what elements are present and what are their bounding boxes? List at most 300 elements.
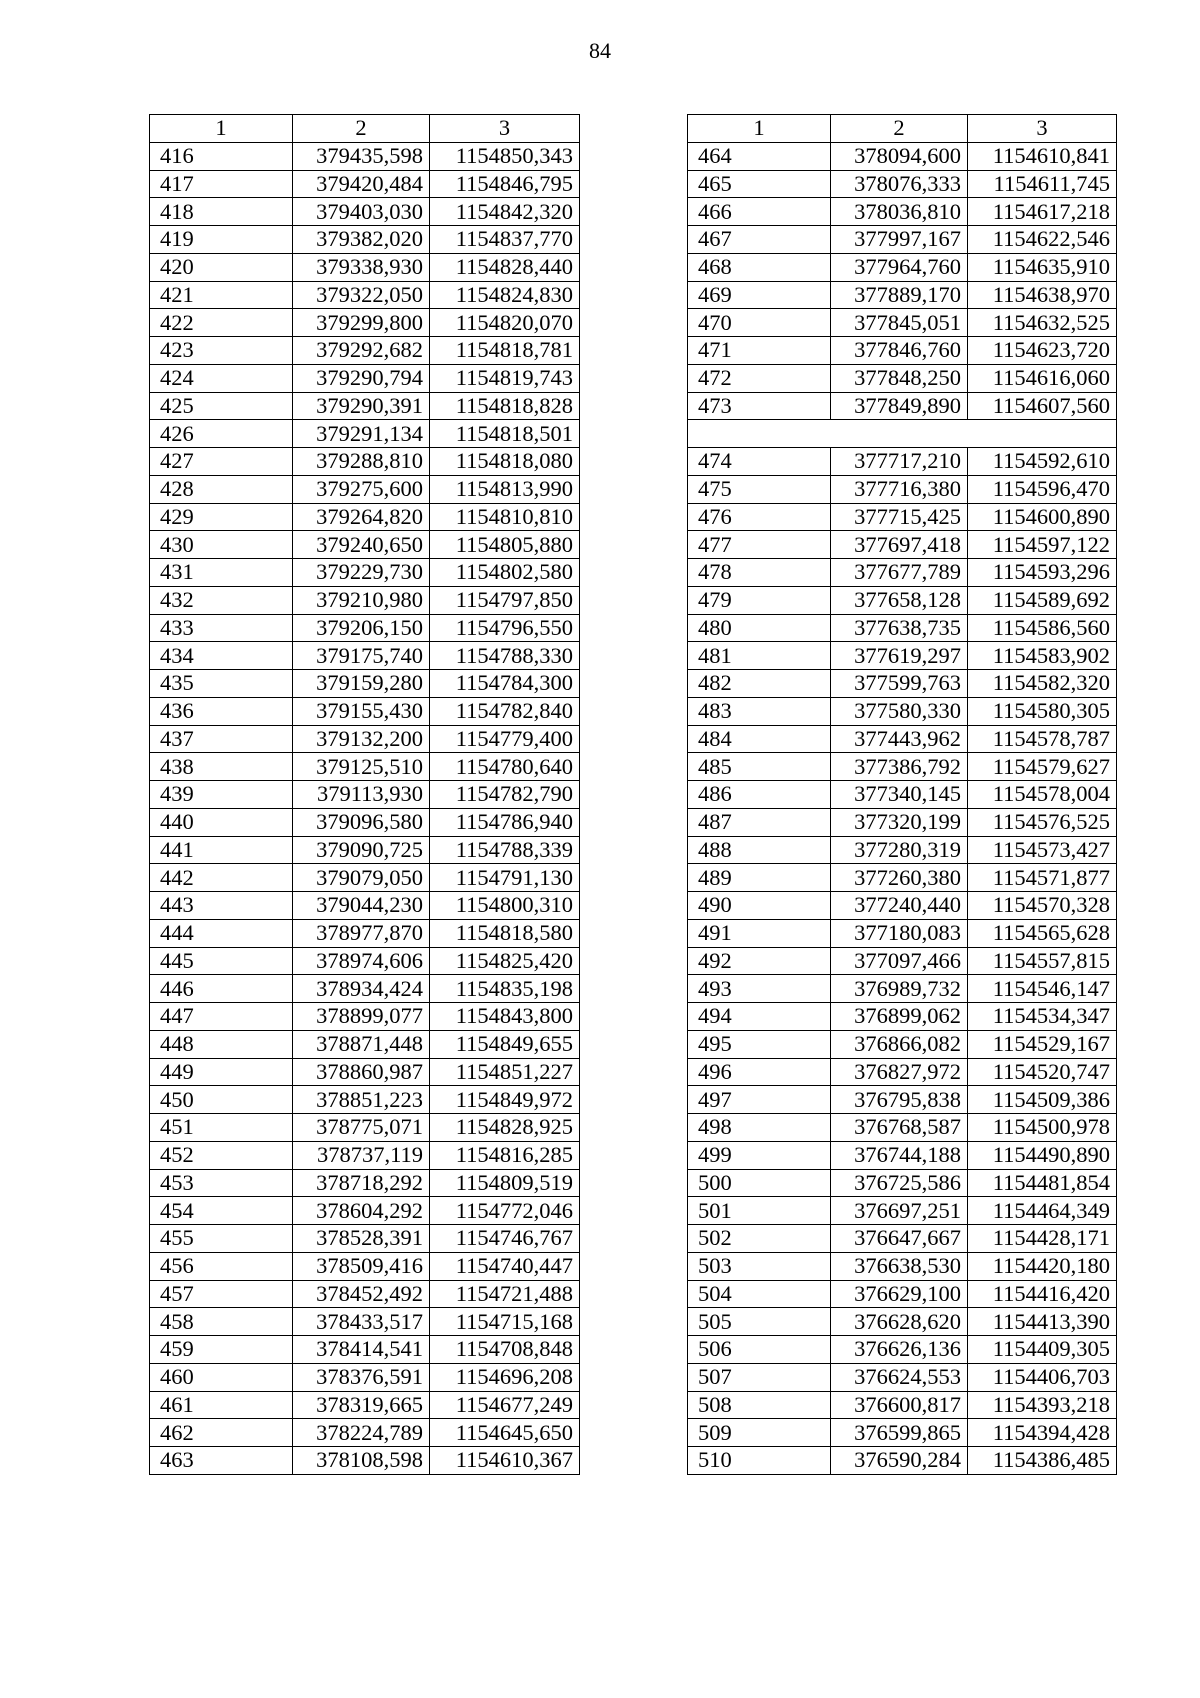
y-coordinate-cell: 1154580,305 bbox=[968, 697, 1117, 725]
table-row bbox=[150, 142, 580, 170]
point-number-cell: 510 bbox=[688, 1447, 831, 1475]
y-coordinate-cell: 1154406,703 bbox=[968, 1363, 1117, 1391]
x-coordinate-cell: 377097,466 bbox=[831, 947, 968, 975]
x-coordinate-cell: 378860,987 bbox=[293, 1058, 430, 1086]
point-number-cell: 431 bbox=[150, 559, 293, 587]
y-coordinate-cell: 1154622,546 bbox=[968, 226, 1117, 254]
table-row bbox=[688, 725, 1117, 753]
y-coordinate-cell: 1154578,787 bbox=[968, 725, 1117, 753]
table-row bbox=[150, 309, 580, 337]
table-row bbox=[688, 1169, 1117, 1197]
point-number-cell: 474 bbox=[688, 448, 831, 476]
point-number-cell: 489 bbox=[688, 864, 831, 892]
x-coordinate-cell: 378737,119 bbox=[293, 1141, 430, 1169]
x-coordinate-cell: 378604,292 bbox=[293, 1197, 430, 1225]
point-number-cell: 466 bbox=[688, 198, 831, 226]
y-coordinate-cell: 1154638,970 bbox=[968, 281, 1117, 309]
table-header-row bbox=[150, 115, 580, 143]
x-coordinate-cell: 377386,792 bbox=[831, 753, 968, 781]
table-row bbox=[150, 670, 580, 698]
x-coordinate-cell: 377889,170 bbox=[831, 281, 968, 309]
point-number-cell: 493 bbox=[688, 975, 831, 1003]
point-number-cell: 469 bbox=[688, 281, 831, 309]
y-coordinate-cell: 1154849,655 bbox=[430, 1030, 580, 1058]
point-number-cell: 495 bbox=[688, 1030, 831, 1058]
point-number-cell: 434 bbox=[150, 642, 293, 670]
x-coordinate-cell: 378899,077 bbox=[293, 1003, 430, 1031]
table-row bbox=[150, 586, 580, 614]
y-coordinate-cell: 1154772,046 bbox=[430, 1197, 580, 1225]
point-number-cell: 452 bbox=[150, 1141, 293, 1169]
x-coordinate-cell: 379299,800 bbox=[293, 309, 430, 337]
x-coordinate-cell: 377280,319 bbox=[831, 836, 968, 864]
table-row bbox=[688, 1030, 1117, 1058]
y-coordinate-cell: 1154818,080 bbox=[430, 448, 580, 476]
point-number-cell: 497 bbox=[688, 1086, 831, 1114]
x-coordinate-cell: 379155,430 bbox=[293, 697, 430, 725]
x-coordinate-cell: 377716,380 bbox=[831, 475, 968, 503]
x-coordinate-cell: 377715,425 bbox=[831, 503, 968, 531]
x-coordinate-cell: 377697,418 bbox=[831, 531, 968, 559]
y-coordinate-cell: 1154677,249 bbox=[430, 1391, 580, 1419]
y-coordinate-cell: 1154850,343 bbox=[430, 142, 580, 170]
table-row bbox=[688, 1280, 1117, 1308]
table-row bbox=[150, 725, 580, 753]
x-coordinate-cell: 379210,980 bbox=[293, 586, 430, 614]
table-row bbox=[150, 1336, 580, 1364]
y-coordinate-cell: 1154529,167 bbox=[968, 1030, 1117, 1058]
column-header-1: 1 bbox=[150, 115, 293, 143]
table-row bbox=[150, 781, 580, 809]
point-number-cell: 451 bbox=[150, 1114, 293, 1142]
y-coordinate-cell: 1154818,781 bbox=[430, 337, 580, 365]
point-number-cell: 460 bbox=[150, 1363, 293, 1391]
table-row bbox=[150, 1141, 580, 1169]
y-coordinate-cell: 1154428,171 bbox=[968, 1225, 1117, 1253]
x-coordinate-cell: 379096,580 bbox=[293, 808, 430, 836]
point-number-cell: 461 bbox=[150, 1391, 293, 1419]
table-row bbox=[688, 642, 1117, 670]
y-coordinate-cell: 1154835,198 bbox=[430, 975, 580, 1003]
y-coordinate-cell: 1154464,349 bbox=[968, 1197, 1117, 1225]
point-number-cell: 503 bbox=[688, 1252, 831, 1280]
x-coordinate-cell: 379291,134 bbox=[293, 420, 430, 448]
table-row bbox=[150, 170, 580, 198]
column-header-1: 1 bbox=[688, 115, 831, 143]
table-header-row bbox=[688, 115, 1117, 143]
point-number-cell: 458 bbox=[150, 1308, 293, 1336]
point-number-cell: 487 bbox=[688, 808, 831, 836]
table-row bbox=[150, 226, 580, 254]
point-number-cell: 456 bbox=[150, 1252, 293, 1280]
table-row bbox=[688, 253, 1117, 281]
x-coordinate-cell: 379338,930 bbox=[293, 253, 430, 281]
x-coordinate-cell: 376795,838 bbox=[831, 1086, 968, 1114]
x-coordinate-cell: 377619,297 bbox=[831, 642, 968, 670]
x-coordinate-cell: 379292,682 bbox=[293, 337, 430, 365]
table-row bbox=[150, 614, 580, 642]
point-number-cell: 481 bbox=[688, 642, 831, 670]
x-coordinate-cell: 378977,870 bbox=[293, 919, 430, 947]
table-row bbox=[688, 1003, 1117, 1031]
point-number-cell: 508 bbox=[688, 1391, 831, 1419]
x-coordinate-cell: 378509,416 bbox=[293, 1252, 430, 1280]
y-coordinate-cell: 1154509,386 bbox=[968, 1086, 1117, 1114]
y-coordinate-cell: 1154818,501 bbox=[430, 420, 580, 448]
table-row bbox=[688, 1391, 1117, 1419]
point-number-cell: 423 bbox=[150, 337, 293, 365]
x-coordinate-cell: 379322,050 bbox=[293, 281, 430, 309]
y-coordinate-cell: 1154565,628 bbox=[968, 919, 1117, 947]
y-coordinate-cell: 1154708,848 bbox=[430, 1336, 580, 1364]
point-number-cell: 454 bbox=[150, 1197, 293, 1225]
y-coordinate-cell: 1154828,440 bbox=[430, 253, 580, 281]
point-number-cell: 447 bbox=[150, 1003, 293, 1031]
x-coordinate-cell: 378433,517 bbox=[293, 1308, 430, 1336]
table-row bbox=[688, 226, 1117, 254]
point-number-cell: 435 bbox=[150, 670, 293, 698]
table-row bbox=[688, 309, 1117, 337]
y-coordinate-cell: 1154534,347 bbox=[968, 1003, 1117, 1031]
x-coordinate-cell: 376600,817 bbox=[831, 1391, 968, 1419]
point-number-cell: 470 bbox=[688, 309, 831, 337]
x-coordinate-cell: 379288,810 bbox=[293, 448, 430, 476]
x-coordinate-cell: 378718,292 bbox=[293, 1169, 430, 1197]
table-row bbox=[150, 1197, 580, 1225]
table-row bbox=[150, 559, 580, 587]
x-coordinate-cell: 379290,391 bbox=[293, 392, 430, 420]
x-coordinate-cell: 377717,210 bbox=[831, 448, 968, 476]
table-row bbox=[688, 337, 1117, 365]
x-coordinate-cell: 379403,030 bbox=[293, 198, 430, 226]
x-coordinate-cell: 378076,333 bbox=[831, 170, 968, 198]
table-row bbox=[150, 337, 580, 365]
x-coordinate-cell: 376768,587 bbox=[831, 1114, 968, 1142]
table-row bbox=[150, 697, 580, 725]
table-row bbox=[150, 919, 580, 947]
y-coordinate-cell: 1154645,650 bbox=[430, 1419, 580, 1447]
x-coordinate-cell: 377180,083 bbox=[831, 919, 968, 947]
x-coordinate-cell: 376638,530 bbox=[831, 1252, 968, 1280]
x-coordinate-cell: 378414,541 bbox=[293, 1336, 430, 1364]
point-number-cell: 509 bbox=[688, 1419, 831, 1447]
x-coordinate-cell: 378036,810 bbox=[831, 198, 968, 226]
table-row bbox=[688, 892, 1117, 920]
point-number-cell: 491 bbox=[688, 919, 831, 947]
blank-separator-cell bbox=[688, 420, 1117, 448]
y-coordinate-cell: 1154582,320 bbox=[968, 670, 1117, 698]
table-row bbox=[688, 364, 1117, 392]
y-coordinate-cell: 1154846,795 bbox=[430, 170, 580, 198]
table-row bbox=[688, 170, 1117, 198]
y-coordinate-cell: 1154394,428 bbox=[968, 1419, 1117, 1447]
point-number-cell: 490 bbox=[688, 892, 831, 920]
table-row bbox=[688, 1086, 1117, 1114]
x-coordinate-cell: 377848,250 bbox=[831, 364, 968, 392]
y-coordinate-cell: 1154824,830 bbox=[430, 281, 580, 309]
point-number-cell: 504 bbox=[688, 1280, 831, 1308]
table-row bbox=[150, 975, 580, 1003]
point-number-cell: 428 bbox=[150, 475, 293, 503]
left-table-body bbox=[150, 142, 580, 1474]
table-row bbox=[150, 1030, 580, 1058]
point-number-cell: 505 bbox=[688, 1308, 831, 1336]
y-coordinate-cell: 1154796,550 bbox=[430, 614, 580, 642]
y-coordinate-cell: 1154715,168 bbox=[430, 1308, 580, 1336]
table-row bbox=[688, 670, 1117, 698]
table-row bbox=[688, 559, 1117, 587]
point-number-cell: 438 bbox=[150, 753, 293, 781]
y-coordinate-cell: 1154784,300 bbox=[430, 670, 580, 698]
point-number-cell: 453 bbox=[150, 1169, 293, 1197]
y-coordinate-cell: 1154576,525 bbox=[968, 808, 1117, 836]
point-number-cell: 444 bbox=[150, 919, 293, 947]
table-row bbox=[688, 781, 1117, 809]
y-coordinate-cell: 1154413,390 bbox=[968, 1308, 1117, 1336]
y-coordinate-cell: 1154818,580 bbox=[430, 919, 580, 947]
x-coordinate-cell: 377997,167 bbox=[831, 226, 968, 254]
x-coordinate-cell: 379275,600 bbox=[293, 475, 430, 503]
y-coordinate-cell: 1154571,877 bbox=[968, 864, 1117, 892]
left-coordinates-table bbox=[149, 114, 580, 1475]
point-number-cell: 486 bbox=[688, 781, 831, 809]
table-row bbox=[688, 392, 1117, 420]
table-row bbox=[150, 1447, 580, 1475]
point-number-cell: 445 bbox=[150, 947, 293, 975]
point-number-cell: 455 bbox=[150, 1225, 293, 1253]
x-coordinate-cell: 376628,620 bbox=[831, 1308, 968, 1336]
table-row bbox=[688, 1447, 1117, 1475]
x-coordinate-cell: 379090,725 bbox=[293, 836, 430, 864]
point-number-cell: 424 bbox=[150, 364, 293, 392]
table-row bbox=[150, 642, 580, 670]
point-number-cell: 425 bbox=[150, 392, 293, 420]
y-coordinate-cell: 1154610,841 bbox=[968, 142, 1117, 170]
y-coordinate-cell: 1154780,640 bbox=[430, 753, 580, 781]
point-number-cell: 492 bbox=[688, 947, 831, 975]
point-number-cell: 467 bbox=[688, 226, 831, 254]
point-number-cell: 475 bbox=[688, 475, 831, 503]
table-row bbox=[688, 1363, 1117, 1391]
y-coordinate-cell: 1154797,850 bbox=[430, 586, 580, 614]
right-table-body bbox=[688, 142, 1117, 1474]
x-coordinate-cell: 378376,591 bbox=[293, 1363, 430, 1391]
table-row bbox=[150, 1086, 580, 1114]
y-coordinate-cell: 1154420,180 bbox=[968, 1252, 1117, 1280]
y-coordinate-cell: 1154409,305 bbox=[968, 1336, 1117, 1364]
table-row bbox=[150, 1114, 580, 1142]
y-coordinate-cell: 1154825,420 bbox=[430, 947, 580, 975]
x-coordinate-cell: 379175,740 bbox=[293, 642, 430, 670]
point-number-cell: 496 bbox=[688, 1058, 831, 1086]
x-coordinate-cell: 379132,200 bbox=[293, 725, 430, 753]
right-coordinates-table bbox=[687, 114, 1117, 1475]
table-row bbox=[150, 531, 580, 559]
point-number-cell: 480 bbox=[688, 614, 831, 642]
y-coordinate-cell: 1154809,519 bbox=[430, 1169, 580, 1197]
point-number-cell: 501 bbox=[688, 1197, 831, 1225]
y-coordinate-cell: 1154616,060 bbox=[968, 364, 1117, 392]
y-coordinate-cell: 1154611,745 bbox=[968, 170, 1117, 198]
y-coordinate-cell: 1154583,902 bbox=[968, 642, 1117, 670]
table-row bbox=[150, 448, 580, 476]
point-number-cell: 485 bbox=[688, 753, 831, 781]
table-row bbox=[150, 281, 580, 309]
y-coordinate-cell: 1154696,208 bbox=[430, 1363, 580, 1391]
table-row bbox=[688, 503, 1117, 531]
table-row bbox=[150, 253, 580, 281]
point-number-cell: 478 bbox=[688, 559, 831, 587]
point-number-cell: 468 bbox=[688, 253, 831, 281]
point-number-cell: 506 bbox=[688, 1336, 831, 1364]
point-number-cell: 442 bbox=[150, 864, 293, 892]
x-coordinate-cell: 376697,251 bbox=[831, 1197, 968, 1225]
column-header-3: 3 bbox=[430, 115, 580, 143]
point-number-cell: 427 bbox=[150, 448, 293, 476]
table-row bbox=[150, 836, 580, 864]
x-coordinate-cell: 377260,380 bbox=[831, 864, 968, 892]
y-coordinate-cell: 1154573,427 bbox=[968, 836, 1117, 864]
x-coordinate-cell: 376725,586 bbox=[831, 1169, 968, 1197]
x-coordinate-cell: 376866,082 bbox=[831, 1030, 968, 1058]
table-row bbox=[150, 1225, 580, 1253]
x-coordinate-cell: 379229,730 bbox=[293, 559, 430, 587]
y-coordinate-cell: 1154746,767 bbox=[430, 1225, 580, 1253]
table-row bbox=[688, 198, 1117, 226]
point-number-cell: 477 bbox=[688, 531, 831, 559]
y-coordinate-cell: 1154500,978 bbox=[968, 1114, 1117, 1142]
x-coordinate-cell: 379290,794 bbox=[293, 364, 430, 392]
table-row bbox=[150, 1169, 580, 1197]
x-coordinate-cell: 378871,448 bbox=[293, 1030, 430, 1058]
y-coordinate-cell: 1154635,910 bbox=[968, 253, 1117, 281]
point-number-cell: 502 bbox=[688, 1225, 831, 1253]
y-coordinate-cell: 1154597,122 bbox=[968, 531, 1117, 559]
x-coordinate-cell: 378319,665 bbox=[293, 1391, 430, 1419]
table-row bbox=[150, 1058, 580, 1086]
page-number: 84 bbox=[589, 38, 611, 63]
y-coordinate-cell: 1154818,828 bbox=[430, 392, 580, 420]
x-coordinate-cell: 379044,230 bbox=[293, 892, 430, 920]
point-number-cell: 476 bbox=[688, 503, 831, 531]
table-row bbox=[150, 808, 580, 836]
x-coordinate-cell: 377599,763 bbox=[831, 670, 968, 698]
y-coordinate-cell: 1154788,330 bbox=[430, 642, 580, 670]
y-coordinate-cell: 1154802,580 bbox=[430, 559, 580, 587]
table-row bbox=[688, 836, 1117, 864]
y-coordinate-cell: 1154820,070 bbox=[430, 309, 580, 337]
x-coordinate-cell: 376827,972 bbox=[831, 1058, 968, 1086]
point-number-cell: 419 bbox=[150, 226, 293, 254]
y-coordinate-cell: 1154481,854 bbox=[968, 1169, 1117, 1197]
y-coordinate-cell: 1154805,880 bbox=[430, 531, 580, 559]
y-coordinate-cell: 1154779,400 bbox=[430, 725, 580, 753]
point-number-cell: 500 bbox=[688, 1169, 831, 1197]
y-coordinate-cell: 1154586,560 bbox=[968, 614, 1117, 642]
y-coordinate-cell: 1154557,815 bbox=[968, 947, 1117, 975]
point-number-cell: 482 bbox=[688, 670, 831, 698]
point-number-cell: 429 bbox=[150, 503, 293, 531]
table-row bbox=[150, 503, 580, 531]
x-coordinate-cell: 379435,598 bbox=[293, 142, 430, 170]
column-header-3: 3 bbox=[968, 115, 1117, 143]
point-number-cell: 436 bbox=[150, 697, 293, 725]
table-row bbox=[688, 1058, 1117, 1086]
x-coordinate-cell: 377677,789 bbox=[831, 559, 968, 587]
table-row bbox=[688, 475, 1117, 503]
column-header-2: 2 bbox=[831, 115, 968, 143]
y-coordinate-cell: 1154546,147 bbox=[968, 975, 1117, 1003]
table-row bbox=[150, 1280, 580, 1308]
x-coordinate-cell: 378851,223 bbox=[293, 1086, 430, 1114]
table-row bbox=[688, 1141, 1117, 1169]
y-coordinate-cell: 1154386,485 bbox=[968, 1447, 1117, 1475]
table-row bbox=[150, 1419, 580, 1447]
point-number-cell: 465 bbox=[688, 170, 831, 198]
point-number-cell: 463 bbox=[150, 1447, 293, 1475]
y-coordinate-cell: 1154828,925 bbox=[430, 1114, 580, 1142]
y-coordinate-cell: 1154579,627 bbox=[968, 753, 1117, 781]
table-row bbox=[150, 392, 580, 420]
point-number-cell: 479 bbox=[688, 586, 831, 614]
y-coordinate-cell: 1154849,972 bbox=[430, 1086, 580, 1114]
table-row bbox=[688, 808, 1117, 836]
column-header-2: 2 bbox=[293, 115, 430, 143]
y-coordinate-cell: 1154813,990 bbox=[430, 475, 580, 503]
point-number-cell: 446 bbox=[150, 975, 293, 1003]
table-row bbox=[688, 1419, 1117, 1447]
x-coordinate-cell: 379240,650 bbox=[293, 531, 430, 559]
y-coordinate-cell: 1154416,420 bbox=[968, 1280, 1117, 1308]
table-row bbox=[688, 1197, 1117, 1225]
x-coordinate-cell: 376599,865 bbox=[831, 1419, 968, 1447]
point-number-cell: 432 bbox=[150, 586, 293, 614]
point-number-cell: 441 bbox=[150, 836, 293, 864]
x-coordinate-cell: 378094,600 bbox=[831, 142, 968, 170]
table-row bbox=[688, 864, 1117, 892]
point-number-cell: 418 bbox=[150, 198, 293, 226]
point-number-cell: 498 bbox=[688, 1114, 831, 1142]
point-number-cell: 488 bbox=[688, 836, 831, 864]
y-coordinate-cell: 1154842,320 bbox=[430, 198, 580, 226]
y-coordinate-cell: 1154791,130 bbox=[430, 864, 580, 892]
table-row bbox=[150, 753, 580, 781]
y-coordinate-cell: 1154816,285 bbox=[430, 1141, 580, 1169]
y-coordinate-cell: 1154596,470 bbox=[968, 475, 1117, 503]
point-number-cell: 422 bbox=[150, 309, 293, 337]
x-coordinate-cell: 377320,199 bbox=[831, 808, 968, 836]
x-coordinate-cell: 378224,789 bbox=[293, 1419, 430, 1447]
table-row bbox=[688, 614, 1117, 642]
point-number-cell: 457 bbox=[150, 1280, 293, 1308]
table-row bbox=[150, 198, 580, 226]
table-row bbox=[150, 1391, 580, 1419]
x-coordinate-cell: 378934,424 bbox=[293, 975, 430, 1003]
point-number-cell: 484 bbox=[688, 725, 831, 753]
y-coordinate-cell: 1154607,560 bbox=[968, 392, 1117, 420]
y-coordinate-cell: 1154721,488 bbox=[430, 1280, 580, 1308]
x-coordinate-cell: 377846,760 bbox=[831, 337, 968, 365]
point-number-cell: 417 bbox=[150, 170, 293, 198]
y-coordinate-cell: 1154578,004 bbox=[968, 781, 1117, 809]
x-coordinate-cell: 376899,062 bbox=[831, 1003, 968, 1031]
point-number-cell: 499 bbox=[688, 1141, 831, 1169]
y-coordinate-cell: 1154610,367 bbox=[430, 1447, 580, 1475]
x-coordinate-cell: 379382,020 bbox=[293, 226, 430, 254]
point-number-cell: 437 bbox=[150, 725, 293, 753]
x-coordinate-cell: 377240,440 bbox=[831, 892, 968, 920]
x-coordinate-cell: 377845,051 bbox=[831, 309, 968, 337]
